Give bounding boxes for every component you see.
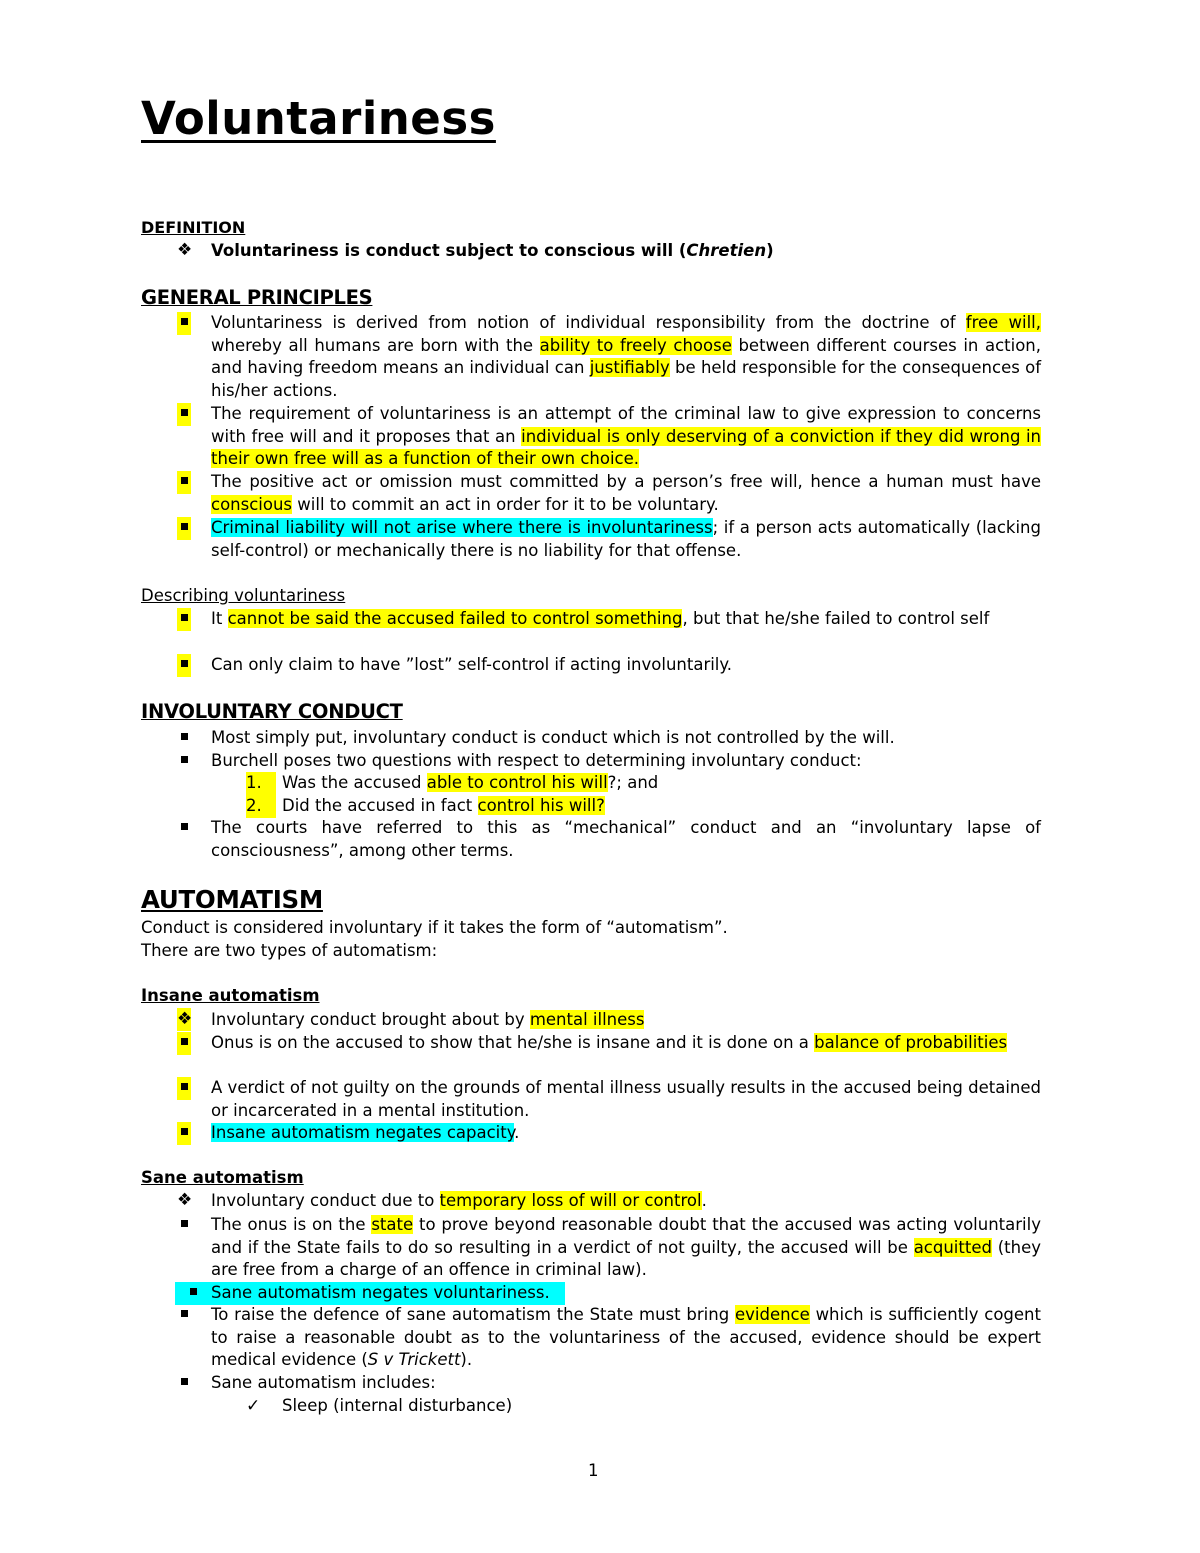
definition-item: ❖ Voluntariness is conduct subject to conscious will (Chretien) — [177, 240, 774, 260]
case-name: Chretien — [686, 241, 767, 260]
highlighted-text: balance of probabilities — [814, 1033, 1008, 1052]
text-segment: ; if a person acts automatically (lacking self-control) or mechanically there is no liability for that offense. — [211, 518, 1041, 560]
sane-item — [211, 1282, 565, 1305]
involuntary-conduct-heading: INVOLUNTARY CONDUCT — [141, 700, 403, 723]
square-bullet-icon — [177, 403, 191, 426]
text-segment: S v Trickett — [367, 1350, 461, 1370]
diamond-bullet-icon: ❖ — [177, 1009, 193, 1029]
highlighted-text: conscious — [211, 494, 293, 514]
document-page — [141, 0, 1042, 1553]
text-segment: Onus is on the accused to show that he/she is insane and it is done on a — [211, 1033, 815, 1052]
sane-includes-item: ✓ Sleep (internal disturbance) — [246, 1396, 513, 1416]
text-segment: whereby all humans are born with the — [211, 335, 540, 355]
text-segment: be held responsible for the consequences of his/her actions. — [211, 358, 1042, 401]
insane-item — [211, 1077, 1041, 1122]
square-bullet-icon — [177, 312, 191, 335]
burchell-question-1 — [246, 772, 982, 795]
highlighted-text: cannot be said the accused failed to control something — [227, 609, 683, 628]
text-segment: , but that he/she failed to control self — [682, 609, 990, 628]
highlighted-text: acquitted — [913, 1237, 992, 1257]
highlighted-text: justifiably — [589, 358, 670, 378]
text-segment: will to commit an act in order for it to be voluntary. — [292, 494, 719, 514]
text-segment: Sane automatism includes: — [211, 1373, 436, 1392]
sane-automatism-heading: Sane automatism — [141, 1168, 304, 1187]
square-bullet-icon — [177, 654, 191, 677]
page-number: 1 — [588, 1461, 599, 1480]
insane-automatism-heading: Insane automatism — [141, 986, 320, 1005]
highlighted-text: temporary loss of will or control — [439, 1191, 702, 1210]
highlighted-text: able to control his will — [426, 773, 608, 792]
text-segment: Involuntary conduct brought about by — [211, 1010, 530, 1029]
highlighted-text: Sane automatism negates voluntariness. — [211, 1283, 550, 1302]
highlighted-text: Insane automatism negates capacity — [211, 1123, 515, 1142]
square-bullet-icon — [177, 1122, 191, 1145]
square-bullet-icon — [177, 1304, 191, 1327]
text-segment: A verdict of not guilty on the grounds of mental illness usually results in the accused being detained or incarcerated in a mental institution. — [211, 1078, 1041, 1120]
text-segment: . — [701, 1191, 707, 1210]
highlighted-text: evidence — [734, 1305, 810, 1324]
square-bullet-icon — [177, 1372, 191, 1395]
square-bullet-icon — [177, 817, 191, 840]
text-segment: Can only claim to have ”lost” self-control if acting involuntarily. — [211, 655, 733, 674]
text-segment: Did the accused in fact — [282, 796, 478, 815]
text-segment: . — [514, 1123, 520, 1142]
text-segment: which is sufficiently cogent to raise a reasonable doubt as to the voluntariness of the accused, evidence should be expert medical evidence ( — [211, 1305, 1041, 1370]
highlighted-text: state — [371, 1215, 414, 1234]
text-segment: Voluntariness is derived from notion of individual responsibility from the doctrine of — [211, 313, 966, 332]
text-segment: The requirement of voluntariness is an attempt of the criminal law to give expression to concerns with free will and it proposes that an — [211, 404, 1041, 446]
general-principle-item — [211, 517, 1041, 562]
square-bullet-icon — [175, 1282, 211, 1305]
involuntary-item: Most simply put, involuntary conduct is conduct which is not controlled by the will. — [211, 727, 1041, 750]
text-segment: Was the accused — [282, 773, 427, 792]
highlighted-text: individual is only deserving of a conviction if they did wrong in their own free will as a function of their own choice. — [211, 426, 1041, 469]
highlighted-text: control his will? — [477, 796, 605, 815]
text-segment: between different courses in action, and having freedom means an individual can — [211, 335, 1041, 378]
automatism-intro: There are two types of automatism: — [141, 941, 438, 960]
square-bullet-icon — [177, 608, 191, 631]
question-number: 1. — [246, 772, 276, 795]
diamond-bullet-icon: ❖ — [177, 240, 193, 260]
insane-item — [177, 1009, 1041, 1032]
square-bullet-icon — [177, 471, 191, 494]
text-segment: Involuntary conduct due to — [211, 1191, 440, 1210]
sane-item — [211, 1214, 1041, 1282]
square-bullet-icon — [177, 750, 191, 773]
text-segment: To raise the defence of sane automatism the State must bring — [211, 1305, 735, 1324]
square-bullet-icon — [177, 1214, 191, 1237]
question-number: 2. — [246, 795, 276, 818]
highlighted-text: mental illness — [529, 1010, 645, 1029]
general-principle-item — [211, 312, 1041, 403]
checkmark-icon: ✓ — [246, 1396, 261, 1416]
square-bullet-icon — [177, 1032, 191, 1055]
burchell-question-2 — [246, 795, 982, 818]
highlighted-text: ability to freely choose — [539, 335, 732, 355]
text-segment: ). — [460, 1350, 473, 1370]
square-bullet-icon — [177, 517, 191, 540]
text-segment: The onus is on the — [211, 1215, 372, 1234]
diamond-bullet-icon: ❖ — [177, 1190, 193, 1210]
sane-item — [177, 1190, 1041, 1213]
definition-heading: DEFINITION — [141, 218, 246, 237]
sane-item — [211, 1372, 1041, 1395]
involuntary-item: The courts have referred to this as “mechanical” conduct and an “involuntary lapse of consciousness”, among other terms. — [211, 817, 1041, 862]
text-segment: (they are free from a charge of an offence in criminal law). — [211, 1237, 1041, 1280]
square-bullet-icon — [177, 1077, 191, 1100]
general-principle-item — [211, 403, 1041, 471]
general-principles-heading: GENERAL PRINCIPLES — [141, 286, 373, 309]
describing-voluntariness-heading: Describing voluntariness — [141, 586, 346, 605]
text-segment: It — [211, 609, 228, 628]
text-segment: The positive act or omission must committed by a person’s free will, hence a human must have — [211, 472, 1041, 491]
highlighted-text: Criminal liability will not arise where there is involuntariness — [211, 518, 713, 537]
highlighted-text: free will, — [965, 313, 1041, 332]
describing-item — [211, 654, 1041, 677]
general-principle-item — [211, 471, 1041, 516]
automatism-heading: AUTOMATISM — [141, 885, 323, 914]
page-title: Voluntariness — [141, 92, 496, 145]
text-segment: ?; and — [607, 773, 659, 792]
insane-item — [211, 1122, 1041, 1145]
insane-item — [211, 1032, 1041, 1055]
square-bullet-icon — [177, 727, 191, 750]
involuntary-item: Burchell poses two questions with respect to determining involuntary conduct: — [211, 750, 1041, 773]
describing-item — [211, 608, 1041, 631]
text-segment: to prove beyond reasonable doubt that the accused was acting voluntarily and if the State fails to do so resulting in a verdict of not guilty, the accused will be — [211, 1215, 1041, 1257]
sane-item — [211, 1304, 1041, 1372]
automatism-intro: Conduct is considered involuntary if it takes the form of “automatism”. — [141, 918, 728, 937]
